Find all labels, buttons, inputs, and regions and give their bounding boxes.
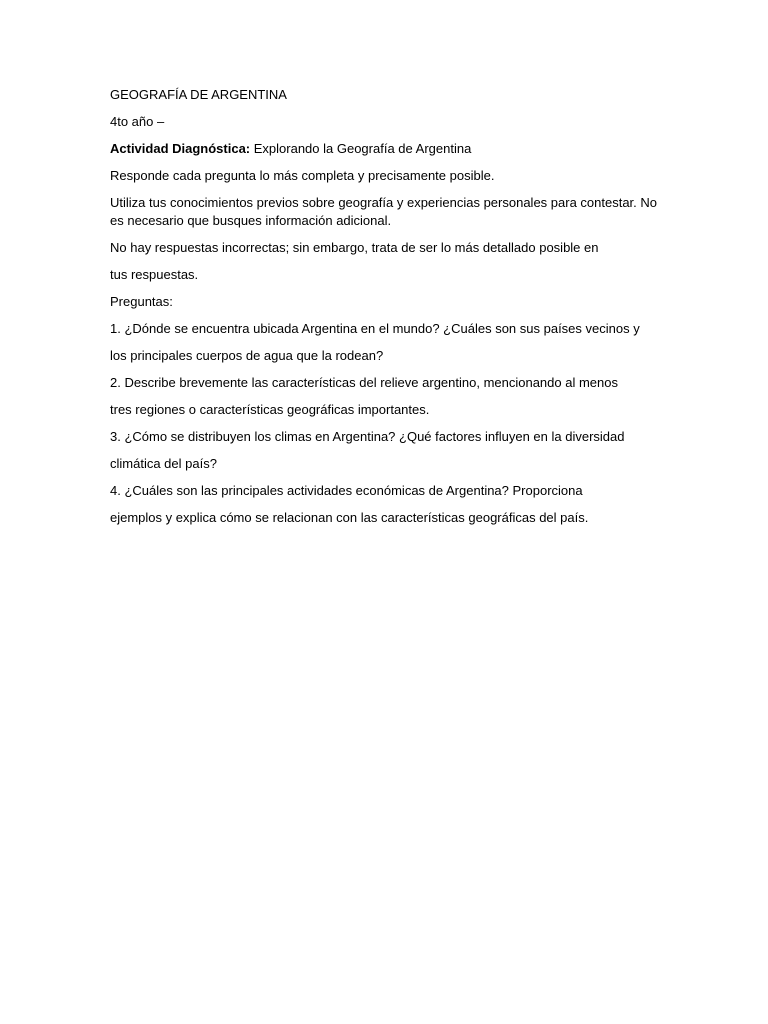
question-1-line-1: 1. ¿Dónde se encuentra ubicada Argentina en el mundo? ¿Cuáles son sus países vecinos y [110, 321, 640, 336]
instruction-1: Responde cada pregunta lo más completa y precisamente posible. [110, 168, 495, 183]
activity-title: Explorando la Geografía de Argentina [250, 141, 472, 156]
question-4-line-1: 4. ¿Cuáles son las principales actividades económicas de Argentina? Proporciona [110, 483, 583, 498]
activity-line [110, 140, 670, 158]
instruction-3-line-1: No hay respuestas incorrectas; sin embargo, trata de ser lo más detallado posible en [110, 240, 599, 255]
question-3-line-1: 3. ¿Cómo se distribuyen los climas en Argentina? ¿Qué factores influyen en la diversidad [110, 429, 625, 444]
question-2-line-2: tres regiones o características geográficas importantes. [110, 402, 430, 417]
question-3-line-2: climática del país? [110, 456, 217, 471]
document-title: GEOGRAFÍA DE ARGENTINA [110, 87, 287, 102]
document-body [110, 86, 670, 527]
instruction-2: Utiliza tus conocimientos previos sobre geografía y experiencias personales para contestar. No es necesario que busques información adicional. [110, 195, 658, 228]
instruction-3-line-2: tus respuestas. [110, 267, 199, 282]
questions-heading: Preguntas: [110, 294, 173, 309]
activity-label: Actividad Diagnóstica: [110, 141, 251, 156]
question-1-line-2: los principales cuerpos de agua que la rodean? [110, 348, 384, 363]
grade-line: 4to año – [110, 114, 165, 129]
question-2-line-1: 2. Describe brevemente las características del relieve argentino, mencionando al menos [110, 375, 618, 390]
question-4-line-2: ejemplos y explica cómo se relacionan con las características geográficas del país. [110, 510, 589, 525]
